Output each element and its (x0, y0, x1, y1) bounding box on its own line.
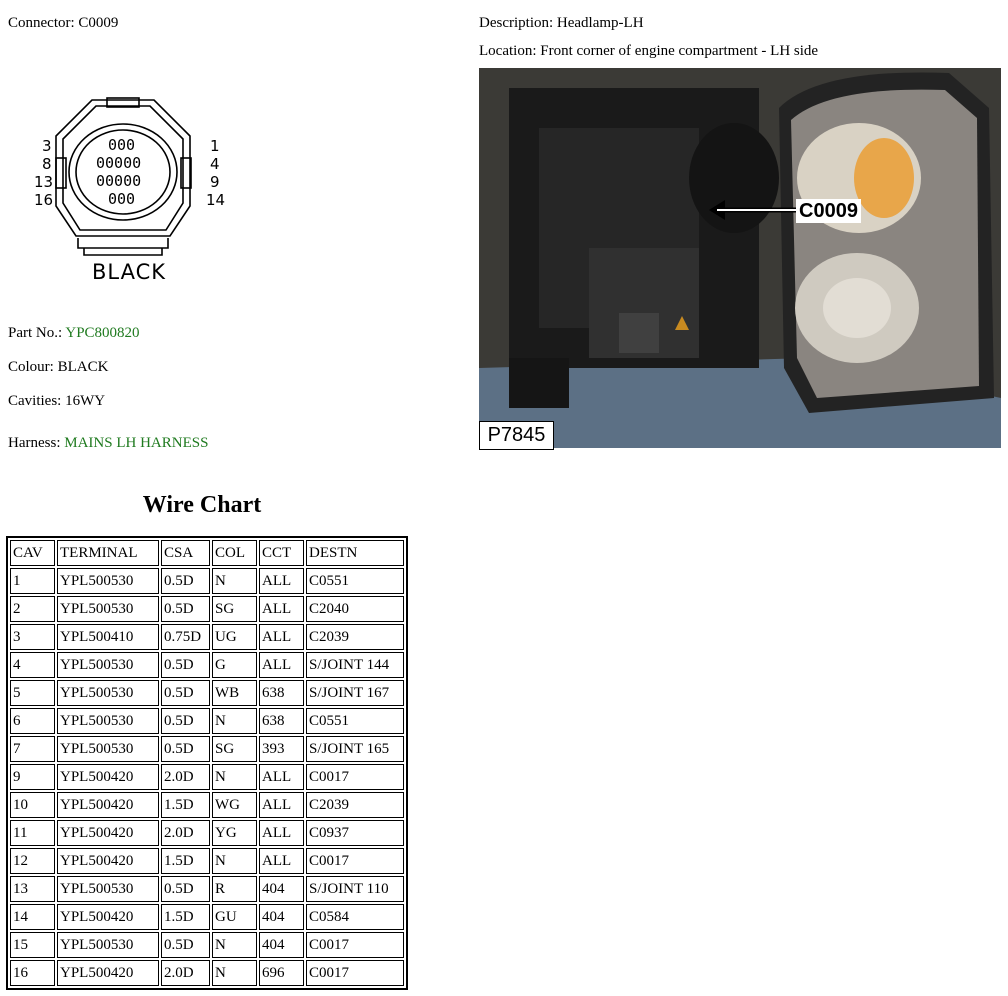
cell-cav: 4 (10, 652, 55, 678)
table-row (10, 932, 404, 958)
column-header: CCT (259, 540, 304, 566)
cell-terminal: YPL500410 (57, 624, 159, 650)
connector-face-diagram (30, 88, 240, 288)
location-value: Front corner of engine compartment - LH side (540, 43, 819, 59)
cell-terminal: YPL500420 (57, 848, 159, 874)
cell-destn: C2039 (306, 792, 404, 818)
cell-terminal: YPL500420 (57, 904, 159, 930)
description-label: Description: (479, 15, 554, 31)
cell-destn: C0584 (306, 904, 404, 930)
cell-col: YG (212, 820, 257, 846)
cell-terminal: YPL500530 (57, 708, 159, 734)
cell-destn: C0017 (306, 764, 404, 790)
cell-col: SG (212, 596, 257, 622)
cell-csa: 0.5D (161, 708, 210, 734)
cell-csa: 2.0D (161, 764, 210, 790)
table-row (10, 736, 404, 762)
harness-label: Harness: (8, 435, 61, 451)
svg-text:000: 000 (108, 190, 136, 208)
cell-csa: 2.0D (161, 820, 210, 846)
column-header: COL (212, 540, 257, 566)
part-number-link[interactable]: YPC800820 (65, 325, 140, 341)
cell-csa: 2.0D (161, 960, 210, 986)
harness-link[interactable]: MAINS LH HARNESS (64, 435, 209, 451)
table-row (10, 764, 404, 790)
cell-terminal: YPL500530 (57, 568, 159, 594)
table-row (10, 596, 404, 622)
pin-label: 4 (210, 155, 220, 173)
cell-csa: 1.5D (161, 848, 210, 874)
cell-cct: ALL (259, 820, 304, 846)
cell-terminal: YPL500530 (57, 596, 159, 622)
svg-text:00000: 00000 (96, 172, 142, 190)
cell-destn: S/JOINT 110 (306, 876, 404, 902)
pin-label: 16 (34, 191, 54, 209)
harness-line (8, 434, 208, 452)
cell-col: N (212, 764, 257, 790)
table-row (10, 568, 404, 594)
cell-col: N (212, 932, 257, 958)
cell-cav: 2 (10, 596, 55, 622)
location-label: Location: (479, 43, 537, 59)
cell-destn: C0551 (306, 568, 404, 594)
cell-cct: 696 (259, 960, 304, 986)
cell-csa: 0.75D (161, 624, 210, 650)
photo-reference-label: P7845 (479, 421, 554, 450)
cell-destn: C0017 (306, 960, 404, 986)
cell-terminal: YPL500530 (57, 680, 159, 706)
cell-cav: 1 (10, 568, 55, 594)
headlamp-location-photo (479, 68, 1001, 448)
cell-csa: 0.5D (161, 652, 210, 678)
cell-col: G (212, 652, 257, 678)
cell-col: WG (212, 792, 257, 818)
pin-label: 8 (42, 155, 52, 173)
part-number-label: Part No.: (8, 325, 63, 341)
cell-destn: S/JOINT 165 (306, 736, 404, 762)
cell-cct: 404 (259, 876, 304, 902)
colour-label: Colour: (8, 359, 54, 375)
cell-cct: ALL (259, 568, 304, 594)
table-row (10, 652, 404, 678)
cell-cav: 15 (10, 932, 55, 958)
table-row (10, 876, 404, 902)
colour-line (8, 358, 108, 376)
cell-csa: 0.5D (161, 736, 210, 762)
cell-destn: S/JOINT 167 (306, 680, 404, 706)
table-row (10, 848, 404, 874)
cell-cct: 404 (259, 904, 304, 930)
cell-destn: S/JOINT 144 (306, 652, 404, 678)
cell-col: N (212, 848, 257, 874)
cell-cav: 6 (10, 708, 55, 734)
cell-col: N (212, 708, 257, 734)
cell-csa: 1.5D (161, 904, 210, 930)
cell-cav: 11 (10, 820, 55, 846)
cell-destn: C2039 (306, 624, 404, 650)
cell-terminal: YPL500420 (57, 820, 159, 846)
cell-cav: 14 (10, 904, 55, 930)
table-row (10, 820, 404, 846)
cell-terminal: YPL500420 (57, 764, 159, 790)
cell-cct: ALL (259, 596, 304, 622)
cell-csa: 1.5D (161, 792, 210, 818)
cell-cav: 3 (10, 624, 55, 650)
table-row (10, 708, 404, 734)
cell-cct: 393 (259, 736, 304, 762)
description-line (479, 14, 644, 32)
table-row (10, 680, 404, 706)
cell-cct: ALL (259, 624, 304, 650)
cell-cav: 9 (10, 764, 55, 790)
pin-label: 13 (34, 173, 54, 191)
pin-label: 14 (206, 191, 226, 209)
cell-col: N (212, 960, 257, 986)
table-row (10, 960, 404, 986)
column-header: CSA (161, 540, 210, 566)
cavity-grid (96, 136, 141, 208)
connector-id: C0009 (78, 15, 119, 31)
connector-color-label: BLACK (92, 260, 167, 284)
cell-terminal: YPL500530 (57, 876, 159, 902)
cell-csa: 0.5D (161, 932, 210, 958)
cell-terminal: YPL500530 (57, 932, 159, 958)
cell-cav: 16 (10, 960, 55, 986)
cell-csa: 0.5D (161, 596, 210, 622)
cell-cct: 638 (259, 680, 304, 706)
cell-col: R (212, 876, 257, 902)
wire-chart-table (6, 536, 408, 990)
table-row (10, 904, 404, 930)
cell-cct: ALL (259, 848, 304, 874)
wire-chart-title: Wire Chart (142, 492, 262, 518)
cavities-line (8, 392, 105, 410)
description-value: Headlamp-LH (556, 15, 644, 31)
svg-text:000: 000 (108, 136, 136, 154)
left-pin-labels (34, 137, 53, 209)
right-pin-labels (206, 137, 225, 209)
photo-callout-label: C0009 (796, 199, 861, 223)
cell-terminal: YPL500420 (57, 792, 159, 818)
connector-label: Connector: (8, 15, 75, 31)
location-line (479, 42, 818, 60)
cell-destn: C0017 (306, 848, 404, 874)
cell-terminal: YPL500420 (57, 960, 159, 986)
cell-col: UG (212, 624, 257, 650)
cell-destn: C0017 (306, 932, 404, 958)
cell-destn: C2040 (306, 596, 404, 622)
connector-heading (8, 14, 118, 32)
part-number-line (8, 324, 140, 342)
column-header: TERMINAL (57, 540, 159, 566)
cell-cct: ALL (259, 764, 304, 790)
pin-label: 3 (42, 137, 52, 155)
cell-csa: 0.5D (161, 680, 210, 706)
column-header: DESTN (306, 540, 404, 566)
svg-text:00000: 00000 (96, 154, 142, 172)
cell-cct: ALL (259, 652, 304, 678)
cell-cav: 10 (10, 792, 55, 818)
table-row (10, 624, 404, 650)
cell-col: N (212, 568, 257, 594)
table-row (10, 792, 404, 818)
cell-destn: C0551 (306, 708, 404, 734)
cavities-label: Cavities: (8, 393, 62, 409)
pin-label: 9 (210, 173, 220, 191)
cell-cav: 13 (10, 876, 55, 902)
pin-label: 1 (210, 137, 220, 155)
cell-destn: C0937 (306, 820, 404, 846)
cell-csa: 0.5D (161, 876, 210, 902)
cell-cav: 5 (10, 680, 55, 706)
cell-terminal: YPL500530 (57, 652, 159, 678)
cell-csa: 0.5D (161, 568, 210, 594)
cell-cav: 7 (10, 736, 55, 762)
cell-cct: 404 (259, 932, 304, 958)
cell-cct: 638 (259, 708, 304, 734)
cell-col: WB (212, 680, 257, 706)
cell-col: SG (212, 736, 257, 762)
cavities-value: 16WY (65, 393, 106, 409)
column-header: CAV (10, 540, 55, 566)
cell-cav: 12 (10, 848, 55, 874)
cell-terminal: YPL500530 (57, 736, 159, 762)
colour-value: BLACK (57, 359, 109, 375)
cell-col: GU (212, 904, 257, 930)
cell-cct: ALL (259, 792, 304, 818)
table-header-row (10, 540, 404, 566)
